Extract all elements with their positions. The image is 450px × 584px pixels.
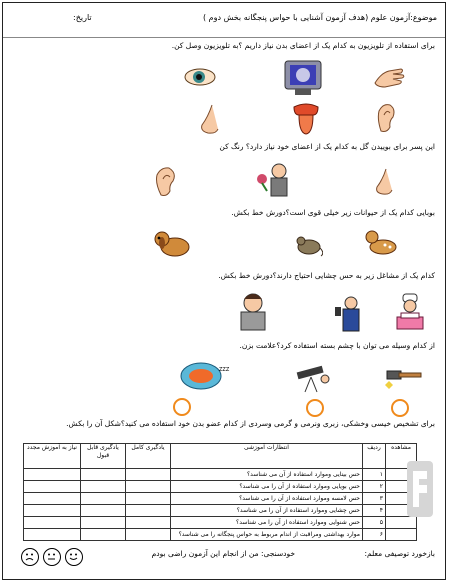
table-row — [24, 517, 417, 529]
answer-circle[interactable] — [391, 399, 409, 417]
teacher-feedback-label: بازخورد توصیفی معلم: — [364, 549, 435, 558]
header-label: نیاز به آموزش مجدد — [27, 444, 77, 451]
worksheet — [2, 2, 446, 580]
chef-with-cake-icon — [393, 293, 427, 333]
table-cell-num: ۲ — [363, 481, 386, 493]
table-cell-text: حس بینایی وموارد استفاده از آن می شناسد؟ — [171, 469, 363, 481]
self-assessment-label: خودسنجی: من از انجام این آزمون راضی بودم — [151, 549, 295, 558]
header-label: ردیف — [367, 444, 381, 451]
ear-icon — [153, 165, 179, 197]
nose-icon — [373, 167, 395, 197]
table-cell-check[interactable] — [24, 517, 81, 529]
telescope-icon — [291, 365, 331, 393]
dog-icon — [153, 229, 193, 259]
table-cell-text: حس بویایی وموارد استفاده از آن را می شناسد؟ — [171, 481, 363, 493]
ear-icon — [375, 101, 397, 135]
table-cell-check[interactable] — [24, 481, 81, 493]
table-cell-check[interactable] — [81, 493, 126, 505]
header-label: انتظارات آموزشی — [244, 444, 289, 451]
table-cell-check[interactable] — [24, 529, 81, 541]
assessment-table — [23, 443, 417, 541]
tongue-icon — [291, 101, 321, 137]
sad-face-icon[interactable] — [21, 548, 39, 566]
table-header-expectations — [171, 444, 363, 469]
table-header-num — [363, 444, 386, 469]
person-thinking-icon — [231, 291, 271, 333]
table-row — [24, 529, 417, 541]
table-header-acceptable — [81, 444, 126, 469]
corner-label: مشاهده — [391, 444, 411, 451]
table-cell-check[interactable] — [24, 505, 81, 517]
happy-face-icon[interactable] — [65, 548, 83, 566]
table-row — [24, 493, 417, 505]
nose-icon — [198, 103, 222, 137]
question-6: برای تشخیص خیسی وخشکی، زبری ونرمی و گرمی وسردی از کدام عضو بدن خود استفاده می کنید؟شکل آن را بکش. — [66, 419, 435, 428]
table-cell-num: ۶ — [363, 529, 386, 541]
question-5: از کدام وسیله می توان با چشم بسته استفاده کرد؟علامت بزن. — [239, 341, 435, 350]
table-header-row — [24, 444, 417, 469]
table-header-complete — [126, 444, 171, 469]
table-cell-check[interactable] — [126, 517, 171, 529]
table-cell-check[interactable] — [81, 517, 126, 529]
question-2: این پسر برای بوییدن گل به کدام یک از اعضای خود نیاز دارد؟ رنگ کن — [219, 142, 435, 151]
boy-smelling-flower-icon — [253, 161, 295, 199]
svg-text:ZZZ: ZZZ — [219, 367, 230, 373]
table-cell-check[interactable] — [126, 505, 171, 517]
hammer-icon — [383, 365, 423, 393]
worksheet-title: موضوع:آزمون علوم (هدف آزمون آشنایی با حواس پنجگانه بخش دوم ) — [202, 13, 437, 22]
tv-screen-icon — [179, 361, 231, 391]
table-cell-check[interactable] — [126, 529, 171, 541]
table-cell-num: ۵ — [363, 517, 386, 529]
table-row — [24, 469, 417, 481]
deer-icon — [363, 227, 401, 259]
television-icon — [283, 59, 323, 97]
man-using-phone-icon — [333, 295, 365, 335]
table-cell-num: ۱ — [363, 469, 386, 481]
table-row — [24, 481, 417, 493]
table-row — [24, 505, 417, 517]
table-cell-blank — [386, 529, 417, 541]
question-3: بوبایی کدام یک از حیوانات زیر خیلی قوی است؟دورش خط بکش. — [231, 208, 435, 217]
table-cell-num: ۳ — [363, 493, 386, 505]
table-header-retrain — [24, 444, 81, 469]
table-cell-check[interactable] — [24, 493, 81, 505]
table-cell-blank — [386, 517, 417, 529]
table-cell-check[interactable] — [24, 469, 81, 481]
table-cell-check[interactable] — [81, 529, 126, 541]
answer-circle[interactable] — [306, 399, 324, 417]
table-cell-check[interactable] — [81, 505, 126, 517]
neutral-face-icon[interactable] — [43, 548, 61, 566]
table-cell-num: ۴ — [363, 505, 386, 517]
header-label: یادگیری کامل — [131, 444, 165, 451]
table-cell-check[interactable] — [126, 469, 171, 481]
table-cell-text: حس چشایی وموارد استفاده از آن را می شناسد؟ — [171, 505, 363, 517]
table-cell-text: موارد بهداشتی ومراقبت از اندام مربوط به حواس پنجگانه را می شناسد؟ — [171, 529, 363, 541]
table-cell-text: حس شنوایی وموارد استفاده از آن را می شناسد؟ — [171, 517, 363, 529]
table-cell-text: حس لامسه وموارد استفاده از آن را می شناسد؟ — [171, 493, 363, 505]
table-cell-check[interactable] — [126, 481, 171, 493]
answer-circle[interactable] — [173, 398, 191, 416]
hand-icon — [371, 65, 405, 91]
table-cell-check[interactable] — [126, 493, 171, 505]
date-label: تاریخ: — [73, 13, 92, 22]
app-logo-icon — [407, 461, 433, 517]
table-cell-check[interactable] — [81, 469, 126, 481]
mouse-icon — [293, 233, 323, 257]
table-cell-check[interactable] — [81, 481, 126, 493]
eye-icon — [183, 65, 217, 89]
question-4: کدام یک از مشاغل زیر به حس چشایی احتیاج دارند؟دورش خط بکش. — [218, 271, 435, 280]
question-1: برای استفاده از تلویزیون به کدام یک از اعضای بدن نیاز داریم ؟به تلویزیون وصل کن. — [171, 41, 435, 50]
worksheet-header — [3, 3, 445, 38]
header-label: یادگیری قابل قبول — [87, 444, 119, 459]
